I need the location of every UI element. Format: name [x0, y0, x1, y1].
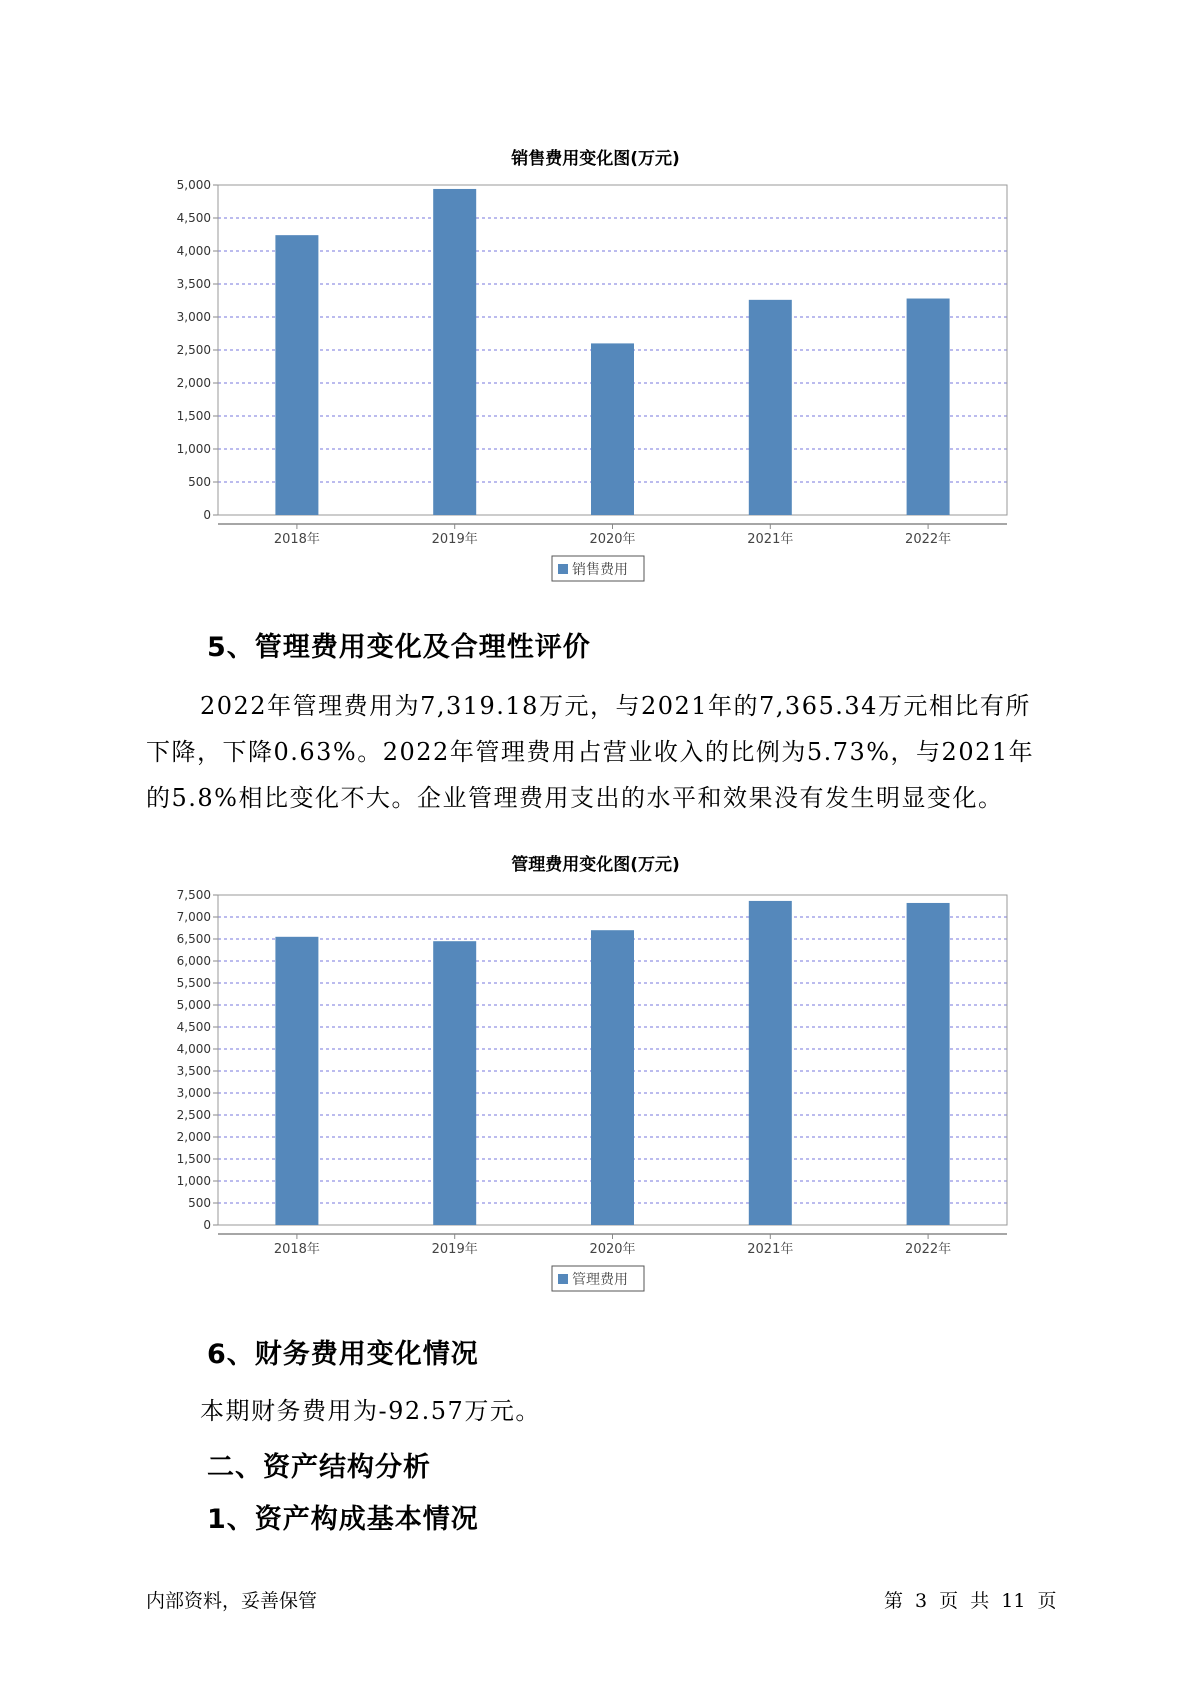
y-tick-label: 0 — [203, 1218, 211, 1232]
y-tick-label: 2,500 — [176, 343, 211, 357]
y-tick-label: 7,500 — [176, 888, 211, 902]
bar — [907, 903, 950, 1225]
legend-label: 管理费用 — [572, 1272, 628, 1288]
x-tick-label: 2022年 — [905, 1242, 952, 1257]
finance-paragraph: 本期财务费用为-92.57万元。 — [200, 1397, 541, 1425]
y-tick-label: 2,500 — [176, 1108, 211, 1122]
footer-page-number: 第 3 页 共 11 页 — [884, 1590, 1057, 1612]
bar — [591, 930, 634, 1225]
legend-label: 销售费用 — [572, 562, 628, 578]
y-tick-label: 4,000 — [176, 244, 211, 258]
y-tick-label: 4,000 — [176, 1042, 211, 1056]
footer-confidential-note: 内部资料，妥善保管 — [146, 1590, 318, 1612]
y-tick-label: 1,500 — [176, 1152, 211, 1166]
y-tick-label: 6,500 — [176, 932, 211, 946]
y-tick-label: 500 — [188, 1196, 211, 1210]
y-tick-label: 3,000 — [176, 310, 211, 324]
x-tick-label: 2018年 — [273, 532, 320, 547]
x-tick-label: 2018年 — [273, 1242, 320, 1257]
legend — [552, 1266, 644, 1291]
x-tick-label: 2020年 — [589, 1242, 636, 1257]
bar — [275, 235, 318, 515]
y-tick-label: 6,000 — [176, 954, 211, 968]
mgmt-chart-title: 管理费用变化图(万元) — [511, 855, 680, 875]
x-tick-label: 2019年 — [431, 532, 478, 547]
y-tick-label: 1,000 — [176, 442, 211, 456]
asset-sub-heading: 1、资产构成基本情况 — [207, 1504, 479, 1535]
y-tick-label: 3,000 — [176, 1086, 211, 1100]
mgmt-expense-bar-chart — [0, 880, 1191, 1300]
legend — [552, 556, 644, 581]
bar — [275, 937, 318, 1225]
y-tick-label: 5,500 — [176, 976, 211, 990]
legend-swatch — [558, 564, 568, 574]
sales-chart-title: 销售费用变化图(万元) — [511, 149, 680, 169]
y-tick-label: 2,000 — [176, 376, 211, 390]
x-tick-label: 2019年 — [431, 1242, 478, 1257]
y-tick-label: 4,500 — [176, 1020, 211, 1034]
bar — [433, 189, 476, 515]
y-tick-label: 1,000 — [176, 1174, 211, 1188]
bar — [433, 941, 476, 1225]
bar — [907, 299, 950, 515]
y-tick-label: 5,000 — [176, 998, 211, 1012]
bar — [591, 343, 634, 515]
y-tick-label: 7,000 — [176, 910, 211, 924]
sales-expense-bar-chart — [0, 170, 1191, 590]
x-tick-label: 2021年 — [747, 532, 794, 547]
x-tick-label: 2022年 — [905, 532, 952, 547]
bar — [749, 901, 792, 1225]
legend-swatch — [558, 1274, 568, 1284]
x-tick-label: 2020年 — [589, 532, 636, 547]
bar — [749, 300, 792, 515]
y-tick-label: 500 — [188, 475, 211, 489]
y-tick-label: 3,500 — [176, 1064, 211, 1078]
y-tick-label: 5,000 — [176, 178, 211, 192]
y-tick-label: 3,500 — [176, 277, 211, 291]
y-tick-label: 2,000 — [176, 1130, 211, 1144]
y-tick-label: 1,500 — [176, 409, 211, 423]
asset-section-heading: 二、资产结构分析 — [207, 1452, 431, 1483]
mgmt-section-heading: 5、管理费用变化及合理性评价 — [207, 632, 591, 663]
y-tick-label: 0 — [203, 508, 211, 522]
finance-section-heading: 6、财务费用变化情况 — [207, 1339, 479, 1370]
x-tick-label: 2021年 — [747, 1242, 794, 1257]
y-tick-label: 4,500 — [176, 211, 211, 225]
mgmt-paragraph: 2022年管理费用为7,319.18万元，与2021年的7,365.34万元相比有所下降，下降0.63%。2022年管理费用占营业收入的比例为5.73%，与2021年的5.8%相比变化不大。企业管理费用支出的水平和效果没有发生明显变化。 — [146, 692, 1035, 812]
